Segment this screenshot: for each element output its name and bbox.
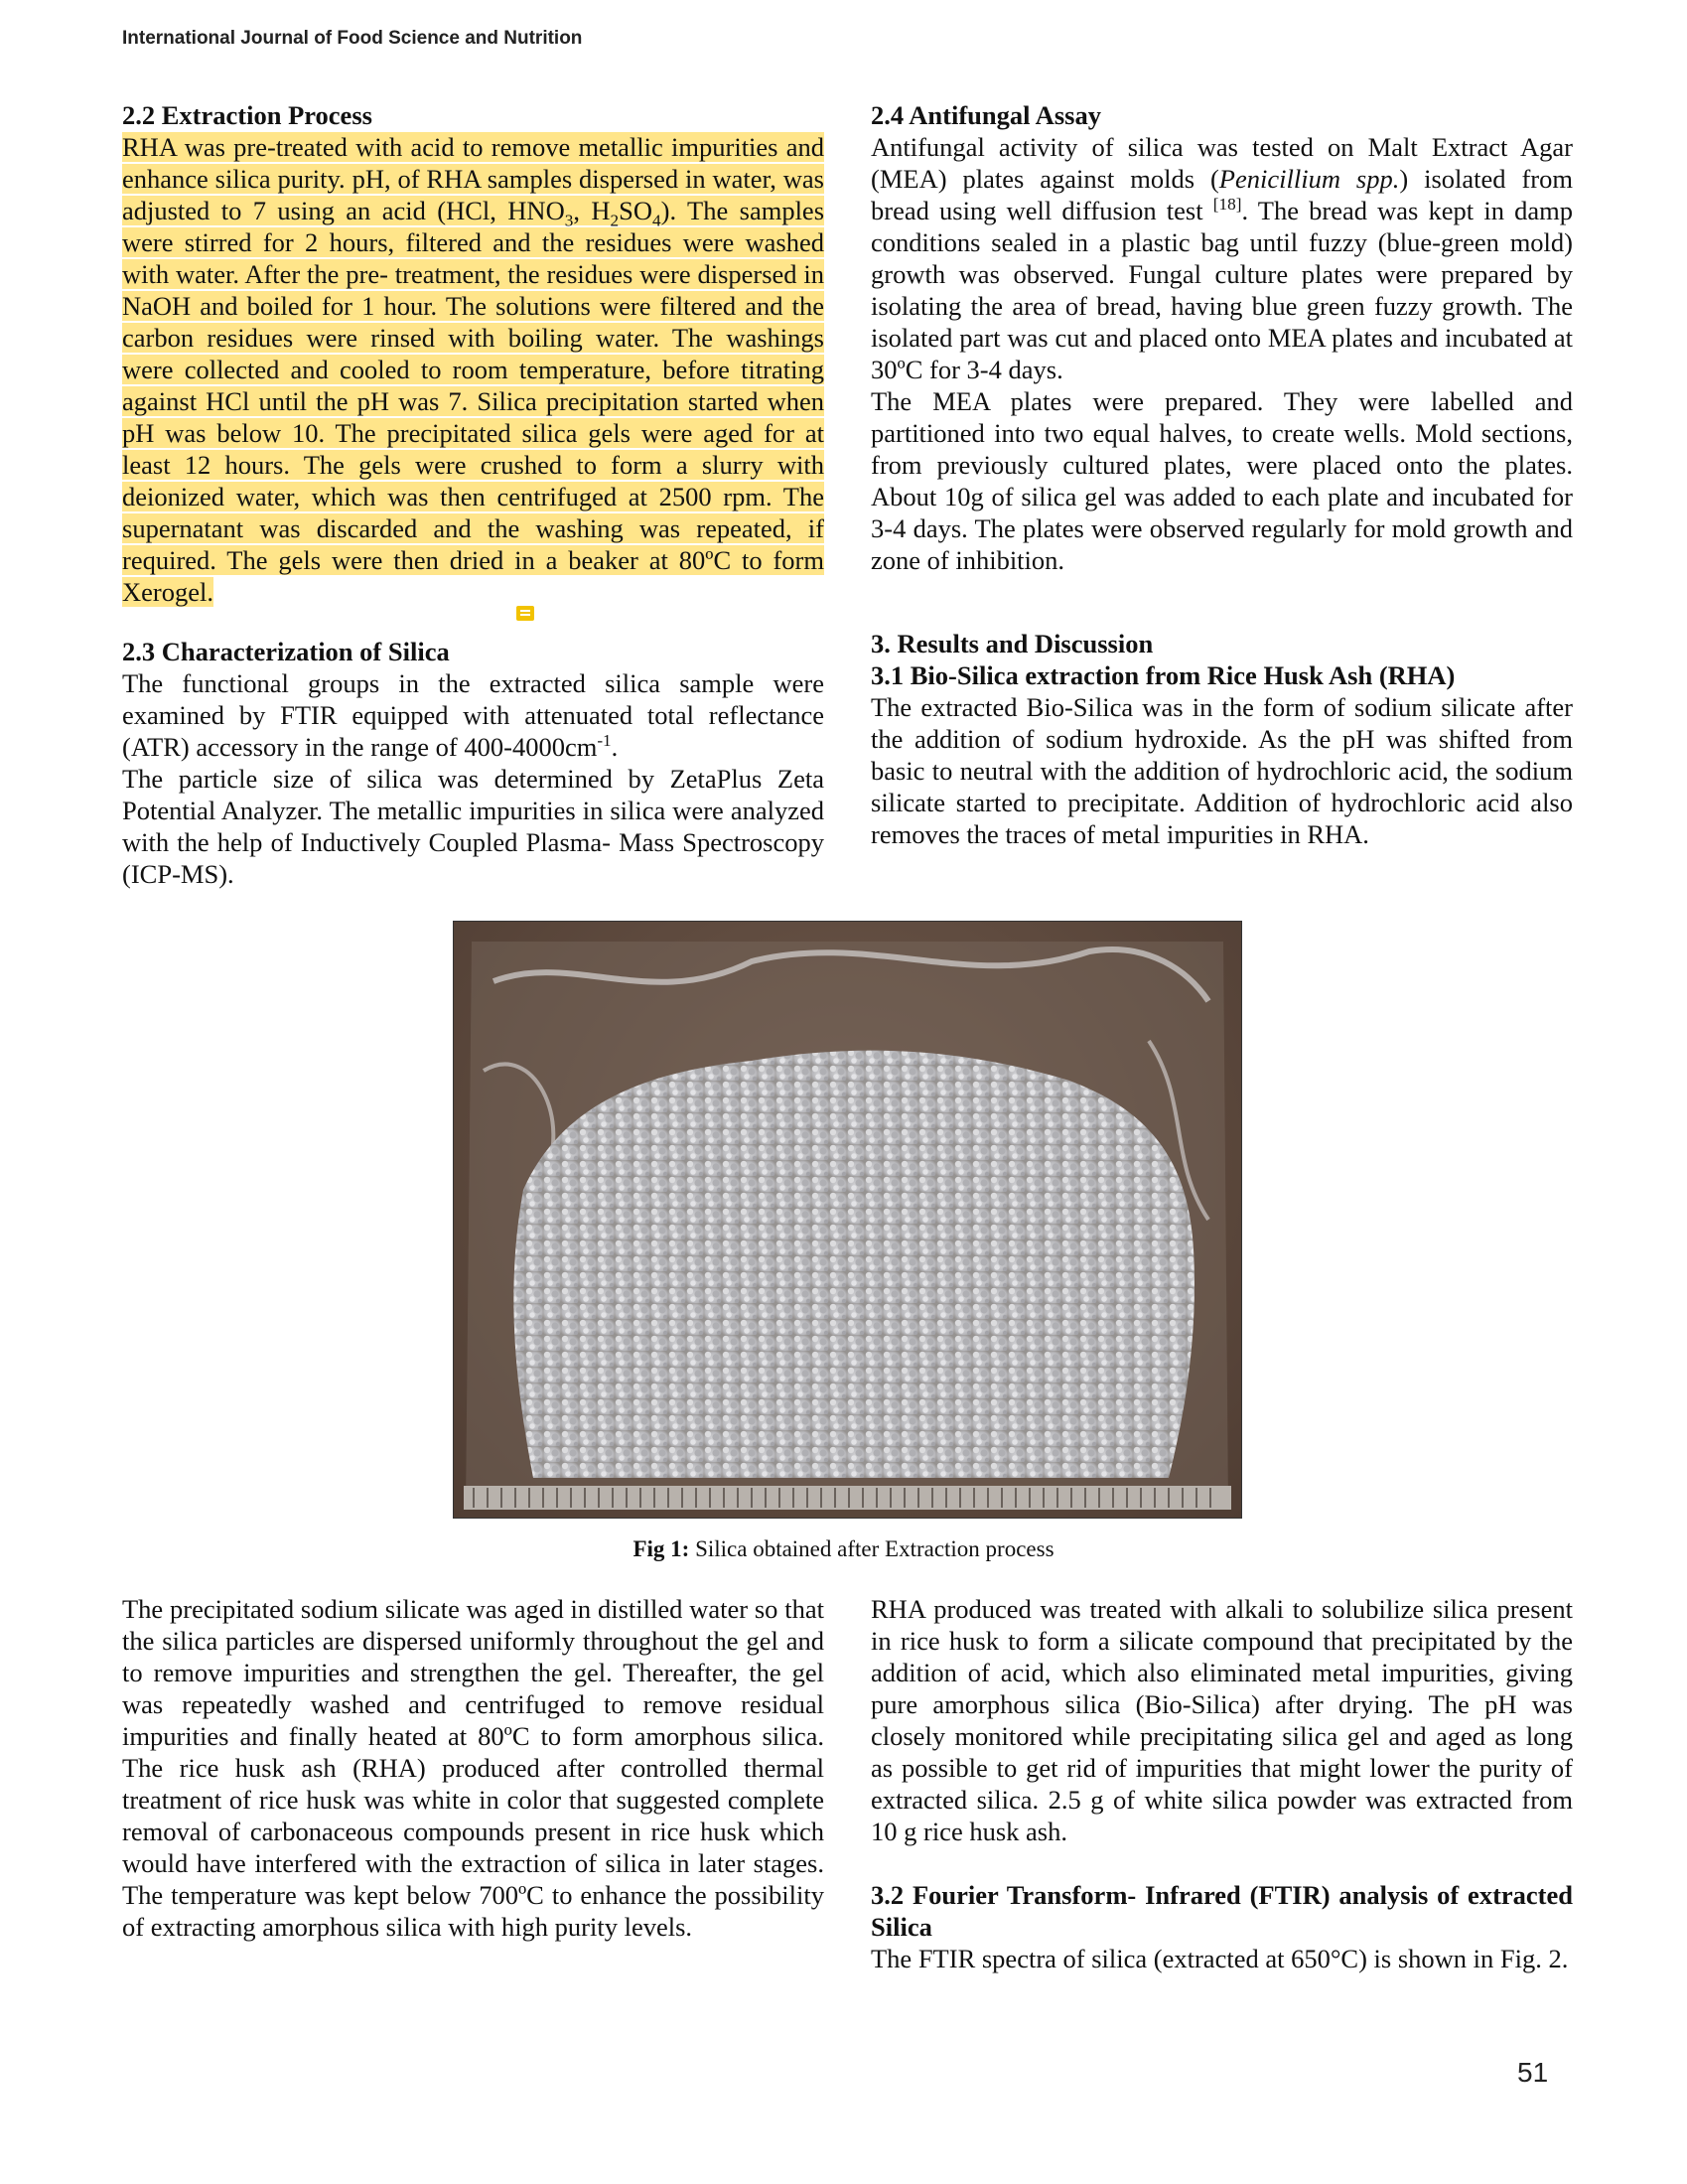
section-2-4-paragraph-2: The MEA plates were prepared. They were labelled and partitioned into two equal halves, to create wells. Mold sections, from previously cultured plates, were placed onto the plates. About 10g of silica gel was added to each plate and incubated for 3-4 days. The plates were observed regularly for mold growth and zone of inhibition.: [871, 386, 1573, 575]
text-span: Antifungal activity of silica was tested on Malt Extract Agar (MEA) plates against molds (: [871, 132, 1573, 194]
left-column-middle: [122, 636, 824, 890]
lower-left-paragraph: The precipitated sodium silicate was aged in distilled water so that the silica particles are dispersed uniformly throughout the gel and to remove impurities and strengthen the gel. Thereafter, the gel was repeatedly washed and centrifuged to remove residual impurities and finally heated at 80ºC to form amorphous silica. The rice husk ash (RHA) produced after controlled thermal treatment of rice husk was white in color that suggested complete removal of carbonaceous compounds present in rice husk which would have interfered with the extraction of silica in later stages. The temperature was kept below 700ºC to enhance the possibility of extracting amorphous silica with high purity levels.: [122, 1594, 824, 1942]
text-span: , H: [573, 196, 611, 225]
caption-label: Fig 1:: [633, 1536, 690, 1561]
text-span: The functional groups in the extracted silica sample were examined by FTIR equipped with attenuated total reflectance (ATR) accessory in the range of 400-4000cm: [122, 668, 824, 762]
section-3-1-heading: 3.1 Bio-Silica extraction from Rice Husk Ash (RHA): [871, 660, 1456, 690]
subscript: 4: [652, 211, 661, 230]
text-span: ). The samples were stirred for 2 hours, filtered and the residues were washed with water. After the pre- treatment, the residues were dispersed in NaOH and boiled for 1 hour. The solutions were filtered and the carbon residues were rinsed with boiling water. The washings were collected and cooled to room temperature, before titrating against HCl until the pH was 7. Silica precipitation started when pH was below 10. The precipitated silica gels were aged for at least 12 hours. The gels were crushed to form a slurry with deionized water, which was then centrifuged at 2500 rpm. The supernatant was discarded and the washing was repeated, if required. The gels were then dried in a beaker at 80ºC to form Xerogel.: [122, 196, 825, 607]
left-column-lower: [122, 1593, 824, 1943]
section-2-3-paragraph-2: The particle size of silica was determined by ZetaPlus Zeta Potential Analyzer. The metallic impurities in silica were analyzed with the help of Inductively Coupled Plasma- Mass Spectroscopy (ICP-MS).: [122, 764, 824, 889]
section-3-1-paragraph: The extracted Bio-Silica was in the form of sodium silicate after the addition of sodium hydroxide. As the pH was shifted from basic to neutral with the addition of hydrochloric acid, the sodium silicate started to precipitate. Addition of hydrochloric acid also removes the traces of metal impurities in RHA.: [871, 692, 1573, 849]
section-2-4-paragraph-1: [871, 131, 1573, 385]
journal-header: International Journal of Food Science and Nutrition: [122, 28, 583, 49]
right-column-middle: [871, 628, 1573, 850]
section-2-3-paragraph-1: [122, 667, 824, 763]
section-2-2-paragraph: [122, 131, 824, 608]
lower-right-paragraph: RHA produced was treated with alkali to solubilize silica present in rice husk to form a silicate compound that precipitated by the addition of acid, which also eliminated metal impurities, giving pure amorphous silica (Bio-Silica) after drying. The pH was closely monitored while precipitating silica gel and aged as long as possible to get rid of impurities that might lower the purity of extracted silica. 2.5 g of white silica powder was extracted from 10 g rice husk ash.: [871, 1594, 1573, 1846]
text-span: . The bread was kept in damp conditions sealed in a plastic bag until fuzzy (blue-green mold) growth was observed. Fungal culture plates were prepared by isolating the area of bread, having blue green fuzzy growth. The isolated part was cut and placed onto MEA plates and incubated at 30ºC for 3-4 days.: [871, 196, 1573, 384]
silica-bag-illustration: [454, 922, 1241, 1518]
section-2-3-heading: 2.3 Characterization of Silica: [122, 637, 450, 666]
text-span: SO: [619, 196, 653, 225]
section-2-4-heading: 2.4 Antifungal Assay: [871, 100, 1101, 130]
page-number: 51: [1517, 2057, 1549, 2088]
subscript: 3: [564, 211, 574, 230]
text-span: .: [611, 732, 619, 762]
subscript: 2: [610, 211, 620, 230]
species-name: Penicillium spp.: [1218, 164, 1400, 194]
right-column-upper: [871, 99, 1573, 576]
left-column-upper: [122, 99, 824, 608]
section-2-2-heading: 2.2 Extraction Process: [122, 100, 372, 130]
reference-marker[interactable]: [18]: [1212, 195, 1242, 215]
superscript: -1: [597, 731, 612, 751]
comment-annotation-icon[interactable]: [516, 606, 534, 621]
section-3-2-paragraph: The FTIR spectra of silica (extracted at 650°C) is shown in Fig. 2.: [871, 1944, 1569, 1973]
text-span: RHA was pre-treated with acid to remove metallic impurities and enhance silica purity. pH, of RHA samples dispersed in water, was adjusted to 7 using an acid (HCl, HNO: [122, 132, 824, 225]
caption-text: Silica obtained after Extraction process: [689, 1536, 1054, 1561]
highlighted-text[interactable]: [122, 132, 824, 607]
section-3-2-heading: 3.2 Fourier Transform- Infrared (FTIR) analysis of extracted Silica: [871, 1880, 1573, 1942]
figure-silica-photo: [453, 921, 1242, 1519]
right-column-lower: [871, 1593, 1573, 1974]
text-span: ) isolated from bread using well diffusion test: [871, 164, 1573, 225]
section-3-heading: 3. Results and Discussion: [871, 629, 1154, 658]
figure-caption: [0, 1536, 1687, 1562]
